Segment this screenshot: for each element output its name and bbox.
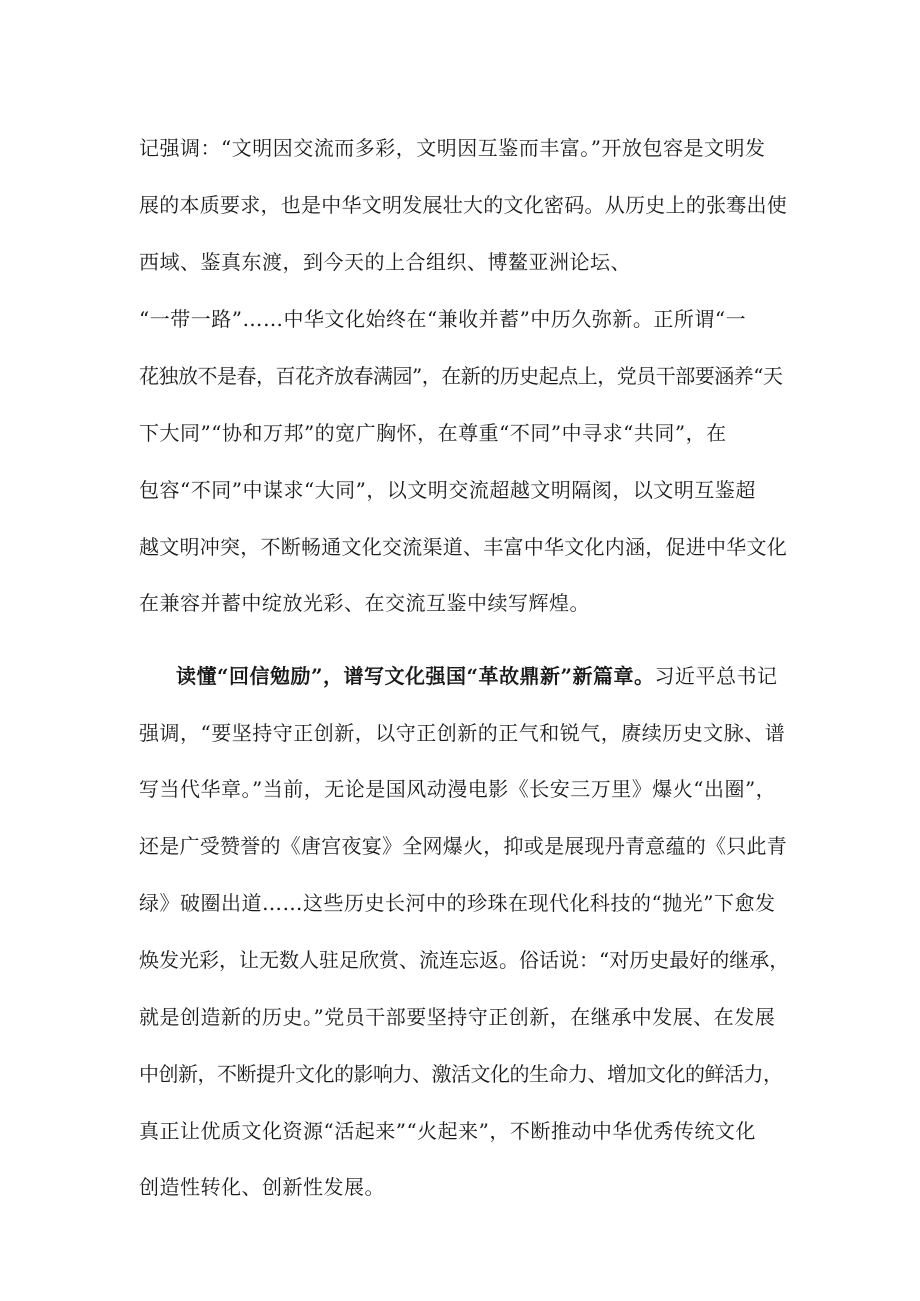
paragraph1-line-9: 在兼容并蓄中绽放光彩、在交流互鉴中续写辉煌。 — [139, 591, 590, 615]
paragraph2-first-line-rest: 习近平总书记 — [654, 664, 778, 688]
paragraph1-line-5: 花独放不是春，百花齐放春满园”，在新的历史起点上，党员干部要涵养“天 — [139, 364, 783, 388]
paragraph2-line-9: 真正让优质文化资源“活起来”“火起来”，不断推动中华优秀传统文化 — [139, 1119, 756, 1143]
paragraph1-line-4: “一带一路”……中华文化始终在“兼收并蓄”中历久弥新。正所谓“一 — [139, 307, 747, 331]
paragraph2-line-4: 还是广受赞誉的《唐宫夜宴》全网爆火，抑或是展现丹青意蕴的《只此青 — [139, 834, 787, 858]
paragraph2-line-6: 焕发光彩，让无数人驻足欣赏、流连忘返。俗话说：“对历史最好的继承， — [139, 948, 790, 972]
paragraph2-line-8: 中创新，不断提升文化的影响力、激活文化的生命力、增加文化的鲜活力， — [139, 1062, 783, 1086]
paragraph2-line-10: 创造性转化、创新性发展。 — [139, 1175, 385, 1199]
paragraph1-line-3: 西域、鉴真东渡，到今天的上合组织、博鳌亚洲论坛、 — [139, 250, 631, 274]
paragraph2-heading: 读懂“回信勉励”，谱写文化强国“革故鼎新”新篇章。 — [176, 664, 655, 688]
paragraph2-line-2: 强调，“要坚持守正创新，以守正创新的正气和锐气，赓续历史文脉、谱 — [139, 721, 786, 745]
paragraph2-line-3: 写当代华章。”当前，无论是国风动漫电影《长安三万里》爆火“出圈”， — [139, 777, 777, 801]
paragraph1-line-6: 下大同”“协和万邦”的宽广胸怀，在尊重“不同”中寻求“共同”，在 — [139, 421, 727, 445]
paragraph1-line-7: 包容“不同”中谋求“大同”，以文明交流超越文明隔阂，以文明互鉴超 — [139, 478, 756, 502]
paragraph2-first-line — [176, 662, 778, 690]
paragraph1-line-8: 越文明冲突，不断畅通文化交流渠道、丰富中华文化内涵，促进中华文化 — [139, 535, 787, 559]
paragraph1-line-1: 记强调：“文明因交流而多彩，文明因互鉴而丰富。”开放包容是文明发 — [139, 136, 766, 160]
paragraph1-line-2: 展的本质要求，也是中华文明发展壮大的文化密码。从历史上的张骞出使 — [139, 193, 787, 217]
paragraph2-line-5: 绿》破圈出道……这些历史长河中的珍珠在现代化科技的“抛光”下愈发 — [139, 891, 776, 915]
paragraph2-line-7: 就是创造新的历史。”党员干部要坚持守正创新，在继承中发展、在发展 — [139, 1005, 776, 1029]
